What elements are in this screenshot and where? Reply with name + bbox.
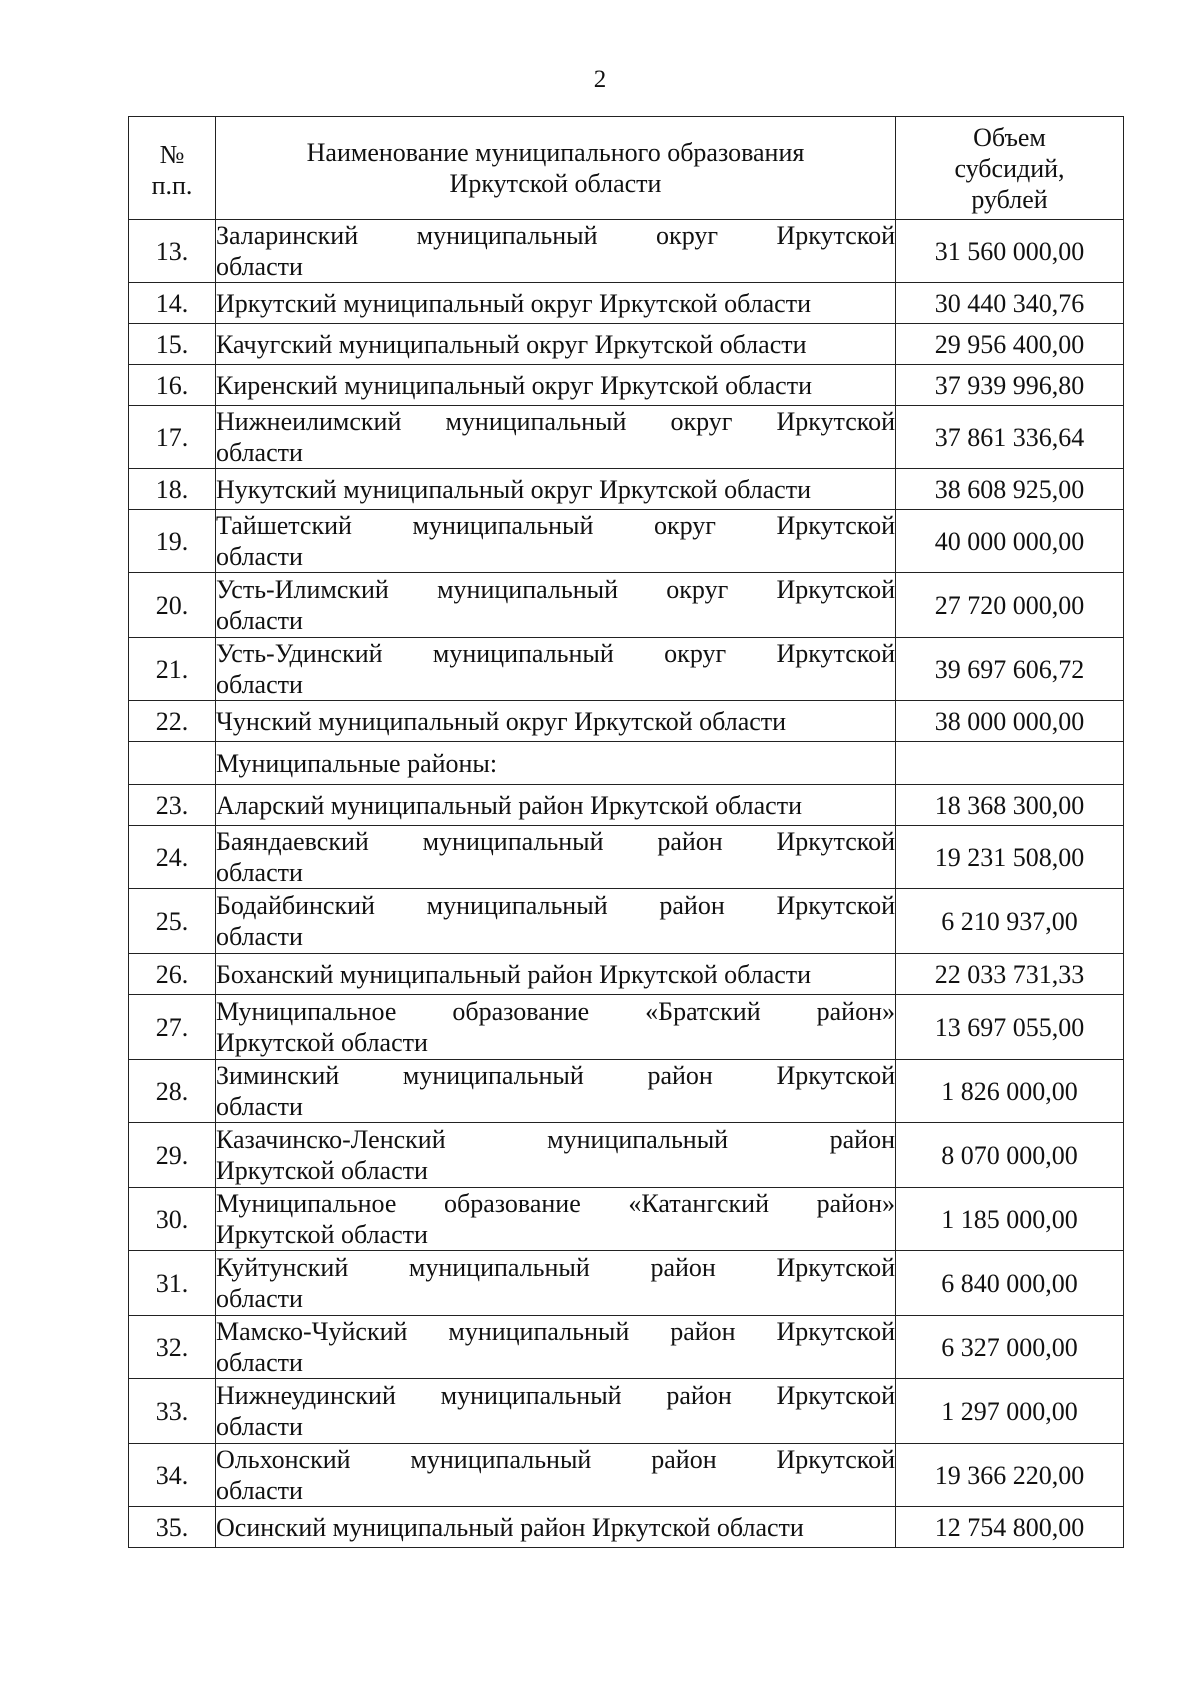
- table-row: [129, 638, 1124, 701]
- row-number: 17.: [129, 406, 216, 469]
- municipality-name: Качугский муниципальный округ Иркутской области: [216, 324, 896, 365]
- header-name: [216, 117, 896, 220]
- row-number: 14.: [129, 283, 216, 324]
- municipality-name-line1: Усть-Илимский муниципальный округ Иркутской: [216, 575, 895, 604]
- table-row: [129, 1060, 1124, 1123]
- municipality-name: [216, 1444, 896, 1507]
- municipality-name: Нукутский муниципальный округ Иркутской области: [216, 469, 896, 510]
- municipality-name-line2: области: [216, 606, 303, 635]
- municipality-name: Иркутский муниципальный округ Иркутской области: [216, 283, 896, 324]
- table-row: [129, 785, 1124, 826]
- municipality-name: Муниципальные районы:: [216, 742, 896, 785]
- municipality-name-line1: Ольхонский муниципальный район Иркутской: [216, 1445, 895, 1474]
- municipality-name-line2: области: [216, 542, 303, 571]
- subsidy-volume: 19 231 508,00: [896, 826, 1124, 889]
- municipality-name-line2: Иркутской области: [216, 1220, 428, 1249]
- row-number: 28.: [129, 1060, 216, 1123]
- municipality-name-line2: области: [216, 438, 303, 467]
- municipality-name-line1: Мамско-Чуйский муниципальный район Иркутской: [216, 1317, 895, 1346]
- row-number: [129, 742, 216, 785]
- municipality-name-line2: области: [216, 670, 303, 699]
- row-number: 18.: [129, 469, 216, 510]
- row-number: 19.: [129, 510, 216, 573]
- municipality-name: [216, 510, 896, 573]
- subsidy-volume: 30 440 340,76: [896, 283, 1124, 324]
- row-number: 34.: [129, 1444, 216, 1507]
- municipality-name: [216, 1316, 896, 1379]
- table-row: [129, 1507, 1124, 1548]
- subsidy-volume: 39 697 606,72: [896, 638, 1124, 701]
- header-number-label: № п.п.: [151, 140, 193, 200]
- table-row: [129, 1188, 1124, 1251]
- table-row: [129, 1379, 1124, 1444]
- municipality-name-line2: области: [216, 1476, 303, 1505]
- subsidy-volume: 22 033 731,33: [896, 954, 1124, 995]
- table-header-row: [129, 117, 1124, 220]
- table-row: [129, 1444, 1124, 1507]
- subsidy-volume: [896, 742, 1124, 785]
- table-row: [129, 826, 1124, 889]
- municipality-name-line2: области: [216, 922, 303, 951]
- row-number: 29.: [129, 1123, 216, 1188]
- row-number: 16.: [129, 365, 216, 406]
- municipality-name-line2: области: [216, 1412, 303, 1441]
- row-number: 33.: [129, 1379, 216, 1444]
- municipality-name-line1: Баяндаевский муниципальный район Иркутской: [216, 827, 895, 856]
- table-row: [129, 365, 1124, 406]
- table-row: [129, 406, 1124, 469]
- subsidy-volume: 1 826 000,00: [896, 1060, 1124, 1123]
- header-volume-label: Объем субсидий, рублей: [954, 122, 1065, 214]
- subsidy-volume: 6 210 937,00: [896, 889, 1124, 954]
- subsidy-volume: 1 185 000,00: [896, 1188, 1124, 1251]
- municipality-name: [216, 406, 896, 469]
- municipality-name-line2: Иркутской области: [216, 1156, 428, 1185]
- row-number: 27.: [129, 995, 216, 1060]
- subsidy-volume: 38 000 000,00: [896, 701, 1124, 742]
- table-row: [129, 1123, 1124, 1188]
- municipality-name: [216, 1251, 896, 1316]
- row-number: 15.: [129, 324, 216, 365]
- row-number: 24.: [129, 826, 216, 889]
- subsidy-volume: 6 840 000,00: [896, 1251, 1124, 1316]
- table-row: [129, 889, 1124, 954]
- subsidy-table: [128, 116, 1124, 1548]
- municipality-name-line1: Бодайбинский муниципальный район Иркутской: [216, 891, 895, 920]
- table-row: [129, 220, 1124, 283]
- municipality-name: [216, 1188, 896, 1251]
- subsidy-volume: 1 297 000,00: [896, 1379, 1124, 1444]
- subsidy-volume: 6 327 000,00: [896, 1316, 1124, 1379]
- municipality-name-line1: Усть-Удинский муниципальный округ Иркутской: [216, 639, 895, 668]
- municipality-name: Боханский муниципальный район Иркутской области: [216, 954, 896, 995]
- municipality-name: [216, 995, 896, 1060]
- table-body: [129, 220, 1124, 1548]
- municipality-name: [216, 573, 896, 638]
- row-number: 20.: [129, 573, 216, 638]
- header-volume: [896, 117, 1124, 220]
- subsidy-volume: 8 070 000,00: [896, 1123, 1124, 1188]
- municipality-name-line1: Тайшетский муниципальный округ Иркутской: [216, 511, 895, 540]
- subsidy-volume: 18 368 300,00: [896, 785, 1124, 826]
- row-number: 21.: [129, 638, 216, 701]
- municipality-name: Киренский муниципальный округ Иркутской области: [216, 365, 896, 406]
- municipality-name-line1: Муниципальное образование «Братский район»: [216, 997, 895, 1026]
- row-number: 30.: [129, 1188, 216, 1251]
- municipality-name: [216, 889, 896, 954]
- subsidy-volume: 29 956 400,00: [896, 324, 1124, 365]
- municipality-name-line2: области: [216, 252, 303, 281]
- municipality-name-line1: Казачинско-Ленский муниципальный район: [216, 1125, 895, 1154]
- table-row: [129, 701, 1124, 742]
- table-row: [129, 1316, 1124, 1379]
- table-row: [129, 1251, 1124, 1316]
- subsidy-volume: 37 939 996,80: [896, 365, 1124, 406]
- group-row: [129, 742, 1124, 785]
- municipality-name: [216, 638, 896, 701]
- municipality-name: [216, 1123, 896, 1188]
- row-number: 23.: [129, 785, 216, 826]
- row-number: 25.: [129, 889, 216, 954]
- table-row: [129, 510, 1124, 573]
- municipality-name-line1: Нижнеудинский муниципальный район Иркутской: [216, 1381, 895, 1410]
- subsidy-volume: 27 720 000,00: [896, 573, 1124, 638]
- row-number: 32.: [129, 1316, 216, 1379]
- municipality-name: Чунский муниципальный округ Иркутской области: [216, 701, 896, 742]
- page-number: 2: [593, 66, 607, 93]
- row-number: 13.: [129, 220, 216, 283]
- subsidy-volume: 12 754 800,00: [896, 1507, 1124, 1548]
- row-number: 26.: [129, 954, 216, 995]
- header-number: [129, 117, 216, 220]
- table-row: [129, 324, 1124, 365]
- table-row: [129, 469, 1124, 510]
- municipality-name-line1: Нижнеилимский муниципальный округ Иркутской: [216, 407, 895, 436]
- subsidy-volume: 13 697 055,00: [896, 995, 1124, 1060]
- table-row: [129, 283, 1124, 324]
- municipality-name: Аларский муниципальный район Иркутской области: [216, 785, 896, 826]
- municipality-name-line2: области: [216, 1092, 303, 1121]
- subsidy-volume: 40 000 000,00: [896, 510, 1124, 573]
- subsidy-volume: 31 560 000,00: [896, 220, 1124, 283]
- table-row: [129, 954, 1124, 995]
- row-number: 22.: [129, 701, 216, 742]
- row-number: 31.: [129, 1251, 216, 1316]
- table-row: [129, 573, 1124, 638]
- subsidy-volume: 38 608 925,00: [896, 469, 1124, 510]
- municipality-name-line2: области: [216, 1348, 303, 1377]
- municipality-name-line1: Заларинский муниципальный округ Иркутской: [216, 221, 895, 250]
- municipality-name-line2: области: [216, 858, 303, 887]
- subsidy-volume: 19 366 220,00: [896, 1444, 1124, 1507]
- municipality-name-line1: Куйтунский муниципальный район Иркутской: [216, 1253, 895, 1282]
- municipality-name: [216, 1379, 896, 1444]
- municipality-name: [216, 826, 896, 889]
- table-row: [129, 995, 1124, 1060]
- row-number: 35.: [129, 1507, 216, 1548]
- municipality-name-line1: Муниципальное образование «Катангский район»: [216, 1189, 895, 1218]
- municipality-name: Осинский муниципальный район Иркутской области: [216, 1507, 896, 1548]
- municipality-name: [216, 220, 896, 283]
- municipality-name-line2: области: [216, 1284, 303, 1313]
- municipality-name-line1: Зиминский муниципальный район Иркутской: [216, 1061, 895, 1090]
- subsidy-volume: 37 861 336,64: [896, 406, 1124, 469]
- municipality-name-line2: Иркутской области: [216, 1028, 428, 1057]
- municipality-name: [216, 1060, 896, 1123]
- header-name-label: Наименование муниципального образования Иркутской области: [306, 138, 805, 198]
